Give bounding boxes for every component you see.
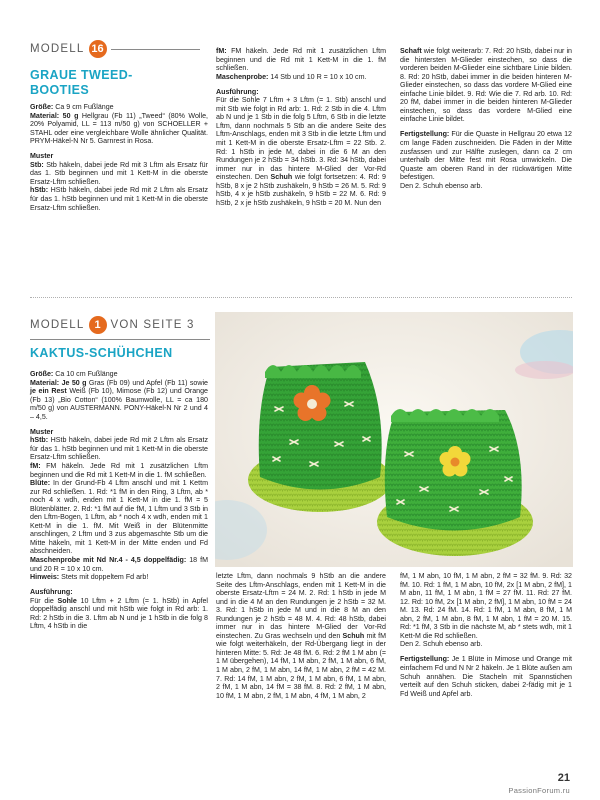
label: Größe: [30, 370, 54, 378]
m16-column-3 [400, 47, 572, 190]
label: Hinweis: [30, 573, 60, 582]
text: HStb häkeln, dabei jede Rd mit 2 Lftm als Ersatz für das 1. hStb beginnen und mit 1 Kett-M in die oberste Ersatz-Lftm schließen. [30, 436, 208, 462]
modell-label: MODELL [30, 319, 85, 331]
label: Sohle [57, 596, 77, 605]
label: Schuh [342, 631, 365, 640]
text: FM häkeln. Jede Rd mit 1 zusätzlichen Lftm beginnen und die Rd mit 1 Kett-M in die 1. fM schließen. [30, 461, 208, 479]
m1-column-3 [400, 572, 572, 698]
text: Für die [30, 596, 54, 605]
text: wie folgt weiterarb: 7. Rd: 20 hStb, dabei nur in die hintersten M-Glieder einstechen, so dass die vorderen beiden M-Glieder eine sichtbare Linie bilden. 8. Rd: 20 hStb, dabei immer in die beiden hinteren M-Glieder einstechen, so dass das vordere M-Glied eine einfache Linie bildet. 9. Rd: Wie die 7. Rd arb. 10. Rd: 20 fM, dabei immer in die beiden hinteren M-Glieder einstechen, so dass das vordere M-Glied eine einfache Linie bildet. [400, 47, 572, 124]
text: Ca 9 cm Fußlänge [55, 103, 114, 111]
text: Stets mit doppeltem Fd arb! [61, 573, 149, 582]
modell-number-badge: 1 [89, 316, 107, 334]
header-rule [111, 49, 201, 50]
text: 18 fM und 20 R = 10 x 10 cm. [30, 555, 208, 573]
label: Stb: [30, 160, 44, 169]
text: Ca 10 cm Fußlänge [55, 370, 118, 378]
booties-illustration [215, 312, 573, 567]
text: 10 Lftm + 2 Lftm (= 1. hStb) in Apfel doppelfädig anschl und mit hStb wie folgt in Rd arb: 1. Rd: 2 hStb in die 3. Lftm ab N und je 1 hStb in die folg 8 Lftm, 4 hStb in die [30, 596, 209, 631]
label: Größe: [30, 103, 54, 111]
text: 14 Stb und 10 R = 10 x 10 cm. [270, 72, 367, 81]
text: mit fM wie folgt weiterhäkeln, der Rd-Übergang liegt in der hinteren Mitte: 5. Rd: Je 48 fM. 6. Rd: 2 fM 1 M abn (= 1 M übergehen), 14 fM, 1 M abn, 2 fM, 1 M abn, 6 fM, 1 M abn, 2 fM, 1 M abn, 14 fM, 1 M abn, 2 fM = 42 M. 7. Rd: 14 fM, 1 M abn, 2 fM, 1 M abn, 6 fM, 1 M abn, 2 fM, 1 M abn, 14 fM = 38 fM. 8. Rd: 2 fM, 1 M abn, 10 fM, 1 M abn, 2 fM, 1 M abn, 4 fM, 1 M abn, 2 [216, 631, 386, 700]
modell-label: MODELL [30, 43, 85, 55]
text: FM häkeln. Jede Rd mit 1 zusätzlichen Lftm beginnen und die Rd mit 1 Kett-M in die 1. fM schließen. [216, 47, 386, 73]
label: Maschenprobe mit Nd Nr.4 - 4,5 doppelfädig: [30, 555, 187, 564]
title-line: KAKTUS-SCHÜHCHEN [30, 346, 173, 360]
title-line-1: GRAUE TWEED- [30, 68, 133, 82]
label: Material: Je 50 g [30, 378, 87, 387]
label: fM: [216, 47, 227, 55]
text: Je 1 Blüte in Mimose und Orange mit einfachem Fd und N Nr 2 häkeln. Je 1 Blüte außen am Schuh annähen. Die Stacheln mit Spannstichen verteilt auf den Schuh sticken, dabei 2-fädig mit je 1 Fd Weiß und Apfel arb. [400, 655, 572, 698]
text: HStb häkeln, dabei jede Rd mit 2 Lftm als Ersatz für das 1. hStb beginnen und mit 1 Kett-M in die oberste Ersatz-Lftm schließen. [30, 186, 208, 212]
text: Den 2. Schuh ebenso arb. [400, 640, 483, 649]
header-rule [30, 339, 210, 340]
label: Material: 50 g [30, 111, 79, 120]
label: hStb: [30, 436, 49, 445]
label: Ausführung: [30, 588, 73, 597]
text: Gras (Fb 09) und Apfel (Fb 11) sowie [88, 378, 208, 387]
booties-photo [215, 312, 573, 567]
label: Fertigstellung: [400, 655, 450, 664]
label: fM: [30, 461, 41, 470]
label: Schaft [400, 47, 422, 55]
left-bootie [248, 362, 392, 512]
text: Für die Quaste in Hellgrau 20 etwa 12 cm lange Fäden zuschneiden. Die Fäden in der Mitte zusfassen und zur Hälfte zuslegen, dann ca 2 cm unterhalb der Mitte fest mit Rosa umwickeln. Die Quaste am oberen Rand in der rückwärtigen Mitte befestigen. [400, 130, 572, 182]
label: Blüte: [30, 479, 51, 488]
modell-1-header [30, 316, 212, 334]
label: je ein Rest [30, 387, 67, 396]
right-bootie [377, 409, 533, 556]
m16-column-2 [216, 47, 386, 207]
modell-16-header [30, 40, 200, 58]
text: fM, 1 M abn, 10 fM, 1 M abn, 2 fM = 32 fM. 9. Rd: 32 fM. 10. Rd: 1 fM, 1 M abn, 10 fM, 2x [1 M abn, 2 fM], 1 M abn, 11 fM, 1 M abn, 1 fM = 27 fM. 11. Rd: 27 fM. 12. Rd: 10 fM, 2x [1 M abn, 2 fM], 1 M abn, 10 fM = 24 M. 13. Rd: 24 fM. 14. Rd: 1 fM, 1 M abn, 8 fM, 1 M abn, 2 fM, 1 M abn, 8 fM, 1 M abn, 1 fM = 20 M. 15. Rd: *1 fM, 3 Stb in die nächste M, ab * stets wdh, mit 1 Kett-M die Rd schließen. [400, 572, 572, 640]
label: Ausführung: [216, 87, 259, 96]
text: Stb häkeln, dabei jede Rd mit 3 Lftm als Ersatz für das 1. Stb beginnen und mit 1 Kett-M in die oberste Ersatz-Lftm schließen. [30, 160, 208, 186]
label: Fertigstellung: [400, 130, 450, 139]
text: wie folgt fortsetzen: 4. Rd: 9 hStb, 8 x je 2 hStb zushäkeln, 9 hStb = 26 M. 5. Rd: 9 hStb, 4 x je hStb zushäkeln, 9 hStb = 22 M. 6. Rd: 9 hStb, 2 x je hStb zushäkeln, 9 hStb = 20 M. Nun den [216, 173, 386, 207]
text: Weiß (Fb 10), Mimose (Fb 12) und Orange (Fb 13) „Bio Cotton“ (100% Baumwolle, LL = ca 180 m/50 g) von AUSTERMANN. PONY-Häkel-N Nr 2 und 4 – 4,5. [30, 387, 208, 421]
m1-column-1 [30, 370, 208, 631]
modell-1-title [30, 346, 215, 361]
label: hStb: [30, 186, 49, 195]
m1-column-2 [216, 572, 386, 700]
watermark: PassionForum.ru [508, 786, 570, 795]
text: Den 2. Schuh ebenso arb. [400, 181, 483, 190]
text: Hellgrau (Fb 11) „Tweed“ (80% Wolle, 20% Polyamid, LL = 113 m/50 g) von SCHOELLER + STAHL oder eine vergleichbare Wolle ähnlicher Qualität. PRYM-Häkel-N Nr 5. Garnrest in Rosa. [30, 111, 208, 146]
modell-16-title [30, 68, 210, 98]
from-page-label: VON SEITE 3 [110, 319, 195, 331]
text: Für die Sohle 7 Lftm + 3 Lftm (= 1. Stb) anschl und mit Stb wie folgt in Rd arb: 1. Rd: 2 Stb in die 4. Lftm ab N und je 1 Stb in die folg 5 Lftm, 6 Stb in die letzte Lftm, dann nochmals 5 Stb an die andere Seite des Lftm-Anschlags, enden mit 3 Stb in die letzte Lftm und mit 1 Kett-M in die oberste Ersatz-Lftm = 22 Stb. 2. Rd: 1 hStb in jede M, dabei in die 6 M an den Rundungen je 2 hStb = 34 hStb. 3. Rd: 34 hStb, dabei immer nur in das hintere M-Glied der Vor-Rd einstechen. Den [216, 96, 386, 182]
section-heading: Muster [30, 152, 54, 161]
label: Maschenprobe: [216, 72, 269, 81]
label: Schuh [270, 173, 293, 182]
title-line-2: BOOTIES [30, 83, 90, 97]
text: letzte Lftm, dann nochmals 9 hStb an die andere Seite des Lftm-Anschlags, enden mit 1 Kett-M in die oberste Ersatz-Lftm = 24 M. 2. Rd: 1 hStb in jede M und in die 4 M an den Rundungen je 2 hStb = 32 M. 3. Rd: 1 hStb in jede M und in die 8 M an den Rundungen je 2 hStb = 48 M. 4. Rd: 48 hStb, dabei immer nur in das hintere M-Glied der Vor-Rd einstechen. Zu Gras wechseln und den [216, 572, 386, 640]
section-divider [30, 297, 572, 298]
section-heading: Muster [30, 427, 54, 436]
page-number: 21 [557, 772, 570, 784]
text: In der Grund-Fb 4 Lftm anschl und mit 1 Kettm zur Rd schließen. 1. Rd: *1 fM in den Ring, 3 Lftm, ab * noch 4 x wdh, enden mit 1 Kett-M in die 1. fM = 5 Blütenblätter. 2. Rd: *1 fM auf die fM, 1 Lftm und 3 Stb in den Lftm-Bogen, 1 Lftm, ab * noch 4 x wdh, enden mit 1 Kett-M in die 1. fM. Mit Weiß in der Blütenmitte anschlingen, 2 Lftm und 3 zus abgemaschte Stb um die Mitte häkeln, mit 1 Kett-M in der Mitte enden und Fd abschneiden. [30, 479, 208, 556]
m16-column-1 [30, 103, 208, 212]
modell-number-badge: 16 [89, 40, 107, 58]
